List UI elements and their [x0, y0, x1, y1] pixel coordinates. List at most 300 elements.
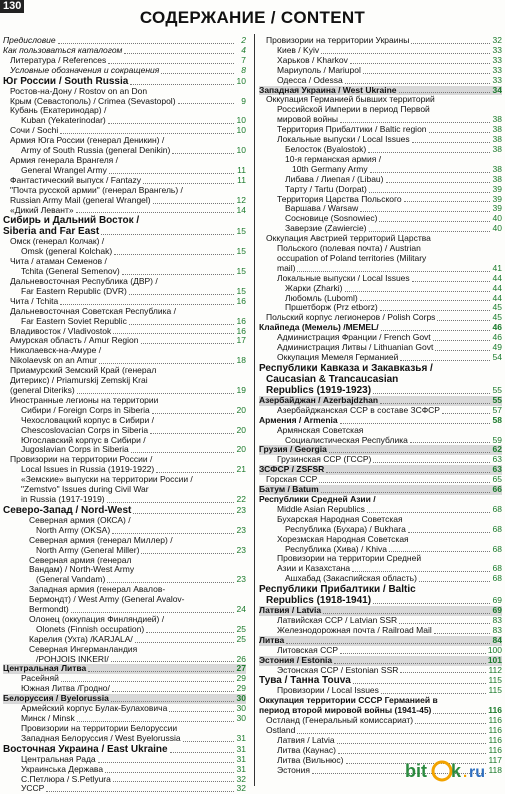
- toc-entry-title: Хорезмская Народная Советская: [277, 533, 409, 544]
- toc-entry: [3, 215, 246, 226]
- toc-page-number: 58: [492, 414, 502, 425]
- toc-entry-title: Эстония: [277, 764, 310, 775]
- toc-page-number: 15: [236, 246, 246, 257]
- toc-entry-title: Республика (Бухара) / Bukhara: [285, 523, 406, 534]
- dot-leader: [105, 772, 234, 773]
- toc-page-number: 55: [492, 384, 502, 395]
- toc-entry-title: in Russia (1917-1919): [21, 493, 105, 504]
- toc-entry-title: Кубань (Екатеринодар) /: [10, 105, 107, 116]
- dot-leader: [108, 123, 234, 124]
- toc-entry: [3, 196, 246, 206]
- dot-leader: [286, 643, 490, 644]
- toc-entry-title: Латвийская ССР / Latvian SSR: [277, 615, 398, 626]
- dot-leader: [99, 363, 234, 364]
- toc-entry-title: Армянская Советская: [277, 424, 364, 435]
- toc-entry: [3, 206, 246, 216]
- dot-leader: [408, 532, 490, 533]
- toc-entry-title: Jugoslavian Corps in Siberia: [21, 444, 129, 455]
- dot-leader: [363, 73, 490, 74]
- toc-page-number: 30: [236, 703, 246, 714]
- toc-entry-title: Остланд (Генеральный комиссариат): [266, 715, 414, 726]
- toc-entry-title: Латвия / Latvia: [259, 605, 322, 616]
- toc-entry-title: Польский корпус легионеров / Polish Corps: [266, 312, 436, 323]
- dot-leader: [135, 642, 234, 643]
- toc-entry-title: Kuban (Yekaterinodar): [21, 115, 106, 126]
- toc-entry-title: Оккупация территории СССР Германией в: [259, 695, 438, 706]
- dot-leader: [107, 582, 234, 583]
- toc-page-number: 55: [492, 394, 502, 405]
- toc-page-number: 39: [492, 203, 502, 214]
- toc-entry-title: Центральная Литва: [3, 663, 87, 674]
- toc-entry-title: Литва: [259, 634, 285, 645]
- toc-entry-title: Omsk (general Kolchak): [21, 246, 113, 257]
- toc-page-number: 83: [492, 615, 502, 626]
- dot-leader: [350, 63, 490, 64]
- toc-entry: [259, 716, 502, 726]
- toc-page-number: 33: [492, 44, 502, 55]
- toc-entry-title: Республики Кавказа и Закавказья /: [259, 362, 433, 374]
- dot-leader: [98, 762, 234, 763]
- toc-page-number: 31: [236, 753, 246, 764]
- toc-page-number: 116: [488, 705, 502, 716]
- toc-entry-title: Вандам) / North-West Army: [29, 564, 135, 575]
- dot-leader: [153, 203, 234, 204]
- toc-entry-title: Северо-Запад / Nord-West: [3, 504, 132, 516]
- toc-page-number: 15: [236, 226, 246, 237]
- toc-page-number: 44: [492, 282, 502, 293]
- toc-page-number: 117: [488, 754, 502, 765]
- toc-entry-title: Чехословацкий корпус в Сибири /: [21, 414, 154, 425]
- dot-leader: [297, 733, 486, 734]
- toc-entry-title: Администрация Литвы / Lithuanian Govt: [277, 342, 434, 353]
- toc-entry-title: Сосновице (Sosnowiec): [285, 213, 378, 224]
- dot-leader: [380, 403, 490, 404]
- toc-page-number: 4: [241, 44, 246, 55]
- dot-leader: [143, 183, 234, 184]
- dot-leader: [133, 513, 234, 514]
- toc-entry-title: Оккупация Мемеля Германией: [277, 352, 399, 362]
- toc-entry-title: Азербайджан / Azerbajdzhan: [259, 394, 379, 405]
- dot-leader: [368, 152, 490, 153]
- toc-entry-title: "Почта русской армии" (генерал Врангель) /: [10, 184, 183, 195]
- dot-leader: [88, 671, 234, 672]
- toc-page-number: 44: [492, 292, 502, 303]
- toc-page-number: 38: [492, 173, 502, 184]
- toc-entry-title: Провизории на территории Белоруссии: [21, 722, 178, 733]
- toc-entry-title: Западная Украина / West Ukraine: [259, 84, 397, 95]
- toc-entry-title: Харьков / Kharkov: [277, 54, 348, 65]
- dot-leader: [360, 211, 490, 212]
- toc-page-number: 68: [492, 563, 502, 574]
- toc-entry: [259, 574, 502, 584]
- toc-page-number: 68: [492, 523, 502, 534]
- toc-page-number: 68: [492, 543, 502, 554]
- dot-leader: [107, 502, 234, 503]
- dot-leader: [101, 234, 234, 235]
- toc-entry-title: Тува / Танна Тоuva: [259, 675, 351, 687]
- toc-page-number: 66: [492, 484, 502, 495]
- page-number: 130: [0, 0, 24, 13]
- toc-entry-title: мировой войны: [277, 114, 339, 125]
- toc-page-number: 23: [236, 544, 246, 555]
- dot-leader: [415, 723, 486, 724]
- toc-page-number: 24: [236, 604, 246, 615]
- toc-page-number: 16: [236, 315, 246, 326]
- svg-text:bit: bit: [405, 761, 427, 781]
- toc-page-number: 65: [492, 474, 502, 485]
- toc-entry-title: occupation of Poland territories (Military: [277, 252, 427, 263]
- dot-leader: [170, 752, 234, 753]
- toc-entry-title: Западная Белоруссия / West Byelorussia: [21, 732, 181, 743]
- toc-entry-title: Северная армия (генерал: [29, 554, 132, 565]
- toc-page-number: 32: [236, 773, 246, 784]
- dot-leader: [412, 142, 490, 143]
- toc-entry-title: Предисловие: [3, 35, 56, 45]
- toc-entry-title: Chescoslovacian Corps in Siberia: [21, 424, 149, 435]
- toc-page-number: 39: [492, 183, 502, 194]
- toc-page-number: 32: [492, 35, 502, 45]
- dot-leader: [114, 254, 234, 255]
- dot-leader: [109, 173, 234, 174]
- toc-entry-title: Дальневосточная Республика (ДВР) /: [10, 276, 158, 287]
- toc-entry-title: Чита / атаман Семенов /: [10, 256, 107, 267]
- dot-leader: [399, 92, 491, 93]
- dot-leader: [108, 63, 234, 64]
- dot-leader: [353, 683, 487, 684]
- toc-page-number: 40: [492, 223, 502, 234]
- dot-leader: [433, 340, 490, 341]
- toc-page-number: 31: [236, 732, 246, 743]
- toc-entry-title: Либава / Лиепая / (Libau): [285, 173, 384, 184]
- dot-leader: [152, 413, 234, 414]
- dot-leader: [76, 212, 234, 213]
- toc-page-number: 54: [492, 352, 502, 362]
- toc-page-number: 68: [492, 573, 502, 584]
- dot-leader: [319, 482, 490, 483]
- dot-leader: [345, 291, 490, 292]
- toc-entry-title: Иностранные легионы на территории: [10, 394, 159, 405]
- toc-entry-title: «Земские» выпуски на территории России /: [21, 474, 193, 485]
- toc-page-number: 33: [492, 64, 502, 75]
- toc-entry-title: Амурская область / Amur Region: [10, 335, 139, 346]
- toc-page-number: 9: [241, 95, 246, 106]
- toc-page-number: 10: [236, 125, 246, 136]
- toc-entry-title: Республика (Хива) / Khiva: [285, 543, 387, 554]
- toc-page-number: 23: [236, 504, 246, 515]
- toc-entry-title: General Wrangel Army: [21, 164, 107, 175]
- dot-leader: [60, 304, 234, 305]
- toc-page-number: 39: [492, 193, 502, 204]
- dot-leader: [161, 73, 234, 74]
- toc-entry-title: Клайпеда (Мемель) /MEMEL/: [259, 322, 379, 333]
- toc-entry-title: Киев / Kyiv: [277, 44, 320, 55]
- toc-page-number: 46: [492, 332, 502, 343]
- dot-leader: [113, 781, 234, 782]
- toc-entry-title: Тарту / Tartu (Dorpat): [285, 183, 367, 194]
- toc-page-number: 14: [236, 204, 246, 215]
- dot-leader: [178, 103, 234, 104]
- toc-entry-title: Far Eastern Republic (DVR): [21, 285, 127, 296]
- dot-leader: [370, 172, 490, 173]
- dot-leader: [380, 310, 490, 311]
- dot-leader: [130, 84, 234, 85]
- dot-leader: [329, 452, 490, 453]
- toc-entry: [3, 66, 246, 76]
- dot-leader: [434, 633, 490, 634]
- toc-entry-title: Администрация Франции / French Govt: [277, 332, 431, 343]
- toc-entry-title: (General Vandam): [36, 574, 106, 585]
- toc-entry: [259, 626, 502, 636]
- dot-leader: [373, 462, 490, 463]
- toc-entry-title: Мариуполь / Mariupol: [277, 64, 361, 75]
- toc-page-number: 15: [236, 285, 246, 296]
- toc-page-number: 112: [488, 664, 502, 675]
- toc-entry-title: «Дикий Левант»: [10, 204, 74, 215]
- dot-leader: [373, 393, 490, 394]
- toc-page-number: 30: [236, 693, 246, 704]
- toc-page-number: 8: [241, 64, 246, 75]
- toc-page-number: 62: [492, 444, 502, 455]
- toc-page-number: 69: [492, 605, 502, 616]
- toc-entry-title: Республики Прибалтики / Baltic: [259, 584, 416, 596]
- dot-leader: [433, 713, 486, 714]
- toc-entry: [259, 666, 502, 676]
- toc-page-number: 21: [236, 464, 246, 475]
- svg-text:.: .: [463, 764, 468, 781]
- toc-entry-title: Юг России / South Russia: [3, 75, 129, 87]
- dot-leader: [399, 623, 490, 624]
- toc-entry-title: Olonets (Finnish occupation): [36, 623, 145, 634]
- toc-page-number: 38: [492, 134, 502, 145]
- dot-leader: [340, 122, 490, 123]
- toc-entry-title: "Zemstvo" Issues during Civil War: [21, 484, 149, 495]
- toc-page-number: 101: [487, 654, 502, 665]
- toc-page-number: 83: [492, 624, 502, 635]
- dot-leader: [141, 343, 234, 344]
- toc-entry-title: Сибири / Foreign Corps in Siberia: [21, 404, 150, 415]
- dot-leader: [323, 613, 490, 614]
- toc-page-number: 10: [236, 145, 246, 156]
- toc-entry-title: Грузинская ССР (ГССР): [277, 454, 372, 465]
- toc-entry-title: период второй мировой войны (1941-45): [259, 705, 432, 716]
- dot-leader: [297, 271, 490, 272]
- toc-entry-title: Республики Средней Азии /: [259, 493, 376, 504]
- toc-entry-title: Провизории на территории Средней: [277, 553, 422, 564]
- toc-entry: [259, 254, 502, 264]
- toc-page-number: 34: [492, 84, 502, 95]
- toc-page-number: 22: [236, 493, 246, 504]
- svg-text:k: k: [451, 761, 462, 781]
- toc-entry: [3, 495, 246, 505]
- toc-entry-title: Железнодорожная почта / Railroad Mail: [277, 624, 432, 635]
- toc-entry-title: Оккупация Австрией территорий Царства: [266, 233, 431, 244]
- dot-leader: [340, 423, 490, 424]
- dot-leader: [129, 294, 234, 295]
- toc-entry-title: Бермондт) / West Army (General Avalov-: [29, 594, 185, 605]
- toc-page-number: 2: [241, 35, 246, 45]
- dot-leader: [410, 442, 490, 443]
- dot-leader: [321, 492, 490, 493]
- toc-page-number: 32: [236, 783, 246, 794]
- dot-leader: [435, 350, 490, 351]
- toc-entry-title: Крым (Севастополь) / Crimea (Sevastopol): [10, 95, 176, 106]
- toc-entry-title: Южная Литва /Гродно/: [21, 683, 110, 694]
- dot-leader: [400, 360, 490, 361]
- toc-entry-title: Завеpзие (Zawiercie): [285, 223, 367, 234]
- toc-entry-title: Армейский корпус Булак-Булаховича: [21, 703, 168, 714]
- toc-entry-title: Дитерикс) / Priamurskij Zemskij Krai: [10, 375, 148, 386]
- toc-entry-title: Югославский корпус в Сибири /: [21, 434, 146, 445]
- toc-entry-title: Провизории / Local Issues: [277, 685, 379, 696]
- dot-leader: [326, 472, 490, 473]
- toc-page-number: 84: [492, 634, 502, 645]
- toc-entry-title: Фантастический выпуск / Fantazy: [10, 174, 141, 185]
- toc-entry-title: Батум / Batum: [259, 484, 319, 495]
- toc-entry: [259, 185, 502, 195]
- toc-entry-title: Карелия (Ухта) /KARJALA/: [29, 633, 133, 644]
- toc-entry-title: Омск (генерал Колчак) /: [10, 236, 105, 247]
- toc-page-number: 115: [488, 685, 502, 696]
- toc-entry-title: Far Eastern Soviet Republic: [21, 315, 127, 326]
- toc-entry-title: Владивосток / Vladivostok: [10, 325, 112, 336]
- dot-leader: [111, 701, 234, 702]
- dot-leader: [404, 201, 490, 202]
- toc-entry: [3, 76, 246, 87]
- toc-entry-title: Оккупация Германией бывших территорий: [266, 94, 435, 105]
- toc-entry-title: Local Issues in Russia (1919-1922): [21, 464, 155, 475]
- toc-page-number: 20: [236, 444, 246, 455]
- toc-page-number: 11: [237, 174, 246, 185]
- toc-entry-title: Republics (1918-1941): [266, 595, 372, 607]
- toc-entry-title: Белосток (Byalostok): [285, 143, 367, 154]
- toc-page-number: 33: [492, 74, 502, 85]
- toc-entry-title: Чита / Tchita: [10, 295, 59, 306]
- toc-page-number: 19: [236, 385, 246, 395]
- toc-page-number: 17: [236, 335, 246, 346]
- dot-leader: [321, 53, 490, 54]
- toc-entry-title: Middle Asian Republics: [277, 503, 365, 514]
- toc-entry-title: Северная армия (генерал Миллер) /: [29, 534, 173, 545]
- toc-entry-title: ЗСФСР / ZSFSR: [259, 464, 325, 475]
- toc-page-number: 23: [236, 524, 246, 535]
- toc-page-number: 18: [236, 355, 246, 366]
- toc-entry-title: Российской Империи в период Первой: [277, 104, 430, 115]
- dot-leader: [442, 413, 490, 414]
- toc-entry-title: Bermondt): [29, 604, 69, 615]
- toc-entry-title: Западная армия (генерал Авалов-: [29, 584, 166, 595]
- toc-entry-title: Северная армия (ОКСА) /: [29, 514, 131, 525]
- toc-entry-title: Сочи / Sochi: [10, 125, 59, 136]
- toc-page-number: 30: [236, 713, 246, 723]
- toc-entry-title: Как пользоваться каталогом: [3, 44, 123, 55]
- page-title: СОДЕРЖАНИЕ / CONTENT: [139, 8, 366, 27]
- toc-entry-title: Литература / References: [10, 54, 107, 65]
- dot-leader: [412, 281, 490, 282]
- toc-page-number: 33: [492, 54, 502, 65]
- toc-entry-title: Сибирь и Дальний Восток /: [3, 215, 140, 227]
- toc-entry-title: Republics (1919-1923): [266, 384, 372, 396]
- toc-entry-title: Восточная Украина / East Ukraine: [3, 743, 168, 755]
- dot-leader: [156, 472, 234, 473]
- dot-leader: [172, 153, 234, 154]
- toc-entry-title: 10-я германская армия /: [285, 153, 382, 164]
- dot-leader: [352, 571, 490, 572]
- toc-entry: [3, 546, 246, 556]
- toc-entry-title: Расейняй: [21, 673, 59, 684]
- toc-page-number: 38: [492, 124, 502, 135]
- toc-entry-title: Пршетборж (Prz etborz): [285, 302, 378, 313]
- toc-page-number: 118: [488, 764, 502, 775]
- toc-entry: [259, 353, 502, 363]
- toc-entry-title: (general Diteriks): [10, 385, 75, 395]
- toc-entry-title: Азербайджанская ССР в составе ЗСФСР: [277, 404, 440, 415]
- dot-leader: [60, 133, 234, 134]
- toc-entry-title: North Army (OKSA): [36, 524, 111, 535]
- dot-leader: [141, 553, 234, 554]
- toc-entry-title: Армия Юга России (генерал Деникин) /: [10, 135, 165, 146]
- toc-page-number: 23: [236, 574, 246, 585]
- toc-entry-title: Ostland: [266, 725, 296, 736]
- toc-page-number: 10: [236, 115, 246, 126]
- toc-entry-title: /POHJOIS INKERI/: [36, 653, 109, 664]
- toc-page-number: 26: [236, 653, 246, 664]
- dot-leader: [131, 452, 234, 453]
- toc-page-number: 46: [492, 322, 502, 333]
- toc-page-number: 7: [241, 54, 246, 65]
- toc-entry-title: Локальные выпуски / Local Issues: [277, 134, 410, 145]
- toc-page-number: 116: [488, 735, 502, 745]
- dot-leader: [334, 663, 486, 664]
- toc-page-number: 20: [236, 404, 246, 415]
- toc-entry-title: Эстонская ССР / Estonian SSR: [277, 664, 399, 675]
- toc-entry-title: Ашхабад (Закаспийская область): [285, 573, 417, 584]
- toc-entry-title: Армения / Armenia: [259, 414, 338, 425]
- toc-page-number: 29: [236, 673, 246, 684]
- dot-leader: [112, 691, 234, 692]
- toc-page-number: 116: [488, 744, 502, 755]
- dot-leader: [111, 661, 234, 662]
- dot-leader: [419, 581, 490, 582]
- toc-entry-title: North Army (General Miller): [36, 544, 140, 555]
- toc-page-number: 44: [492, 272, 502, 283]
- toc-page-number: 63: [492, 464, 502, 475]
- dot-leader: [112, 533, 234, 534]
- toc-page-number: 16: [236, 325, 246, 336]
- toc-page-number: 12: [236, 194, 246, 205]
- toc-page-number: 25: [236, 633, 246, 644]
- toc-entry-title: Территория Прибалтики / Baltic region: [277, 124, 427, 135]
- dot-leader: [71, 612, 234, 613]
- toc-entry-title: УССР: [21, 783, 45, 794]
- toc-page-number: 40: [492, 213, 502, 224]
- toc-page-number: 63: [492, 454, 502, 465]
- toc-entry-title: Азии и Казахстана: [277, 563, 351, 574]
- toc-entry: [259, 363, 502, 374]
- toc-page-number: 11: [237, 164, 246, 175]
- dot-leader: [429, 132, 490, 133]
- toc-entry-title: Nikolaevsk on an Amur: [10, 355, 97, 366]
- toc-page-number: 116: [488, 715, 502, 726]
- dot-leader: [389, 551, 490, 552]
- toc-entry-title: Любомль (Lubоml): [285, 292, 358, 303]
- bitok-watermark-logo: [403, 756, 503, 784]
- toc-page-number: 20: [236, 424, 246, 435]
- toc-entry-title: Армия генерала Врангеля /: [10, 154, 118, 165]
- toc-page-number: 15: [236, 266, 246, 277]
- dot-leader: [411, 43, 490, 44]
- toc-page-number: 31: [236, 743, 246, 754]
- dot-leader: [169, 711, 234, 712]
